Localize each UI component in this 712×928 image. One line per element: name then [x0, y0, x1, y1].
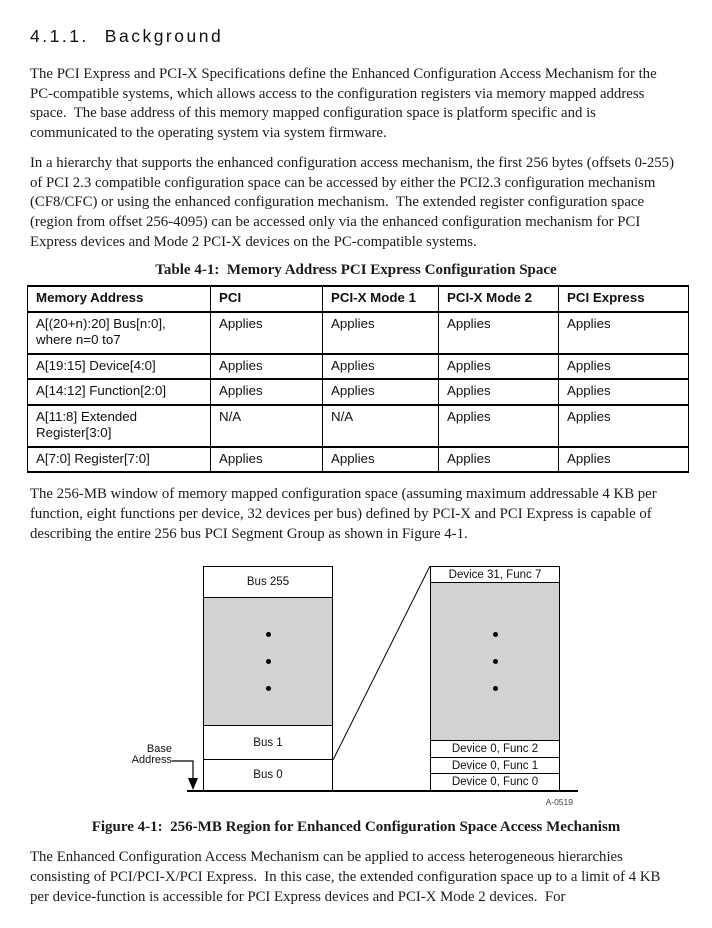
expansion-diagonal-line [333, 566, 430, 760]
col-header-pcix-mode1: PCI-X Mode 1 [323, 286, 439, 312]
cell: Applies [323, 312, 439, 354]
cell: Applies [323, 354, 439, 380]
cell: Applies [559, 312, 689, 354]
cell: Applies [439, 447, 559, 473]
ellipsis-dot-icon [493, 686, 498, 691]
paragraph-3: The 256-MB window of memory mapped configuration space (assuming maximum addressable 4 KB per function, eight functions per device, 32 devices per bus) defined by PCI-X and PCI Express is capable of describing the entire 256 bus PCI Segment Group as shown in Figure 4-1. [30, 486, 661, 542]
ellipsis-dot-icon [266, 632, 271, 637]
table-caption: Table 4-1: Memory Address PCI Express Configuration Space [155, 262, 557, 279]
cell: A[19:15] Device[4:0] [28, 354, 211, 380]
col-header-pcix-mode2: PCI-X Mode 2 [439, 286, 559, 312]
base-address-label: Base Address [131, 743, 172, 766]
bus-stack-box [203, 566, 333, 791]
figure-artifact-id: A-0519 [545, 797, 573, 808]
figure-caption: Figure 4-1: 256-MB Region for Enhanced Configuration Space Access Mechanism [91, 819, 621, 836]
figure-lines [27, 556, 687, 814]
cell: Applies [559, 379, 689, 405]
cell: Applies [559, 354, 689, 380]
ellipsis-dot-icon [493, 659, 498, 664]
table-row [28, 354, 689, 380]
cell: N/A [211, 405, 323, 447]
table-row [28, 312, 689, 354]
cell: Applies [211, 379, 323, 405]
cell: A[7:0] Register[7:0] [28, 447, 211, 473]
bus-255-cell: Bus 255 [204, 567, 332, 598]
cell: A[11:8] Extended Register[3:0] [28, 405, 211, 447]
paragraph-4: The Enhanced Configuration Access Mechanism can be applied to access heterogeneous hierarchies consisting of PCI/PCI-X/PCI Express. In this case, the extended configuration space up to a limit of 4 KB per device-function is accessible for PCI Express devices and PCI-X Mode 2 devices. For [30, 849, 665, 905]
device-31-func-7-cell: Device 31, Func 7 [431, 567, 559, 583]
bus-0-cell: Bus 0 [204, 759, 332, 790]
cell: Applies [211, 312, 323, 354]
table-row [28, 447, 689, 473]
device-0-func-2-cell: Device 0, Func 2 [431, 740, 559, 757]
table-row [28, 379, 689, 405]
cell: A[14:12] Function[2:0] [28, 379, 211, 405]
paragraph-2: In a hierarchy that supports the enhanced configuration access mechanism, the first 256 bytes (offsets 0-255) of PCI 2.3 compatible configuration space can be accessed by either the PCI2.3 configuration mechanism (CF8/CFC) or using the enhanced configuration mechanism. The extended register configuration space (region from offset 256-4095) can be accessed only via the enhanced configuration mechanism for PCI Express devices and Mode 2 PCI-X devices on the PC-compatible systems. [30, 154, 678, 250]
device-stack-box [430, 566, 560, 791]
device-ellipsis-region [431, 583, 559, 740]
ellipsis-dot-icon [266, 686, 271, 691]
table-row [28, 405, 689, 447]
col-header-pci: PCI [211, 286, 323, 312]
bus-1-cell: Bus 1 [204, 725, 332, 759]
cell: Applies [211, 354, 323, 380]
bus-ellipsis-region [204, 598, 332, 725]
cell: Applies [559, 405, 689, 447]
config-space-table [27, 285, 689, 473]
ellipsis-dot-icon [266, 659, 271, 664]
cell: Applies [439, 405, 559, 447]
cell: Applies [323, 447, 439, 473]
base-address-connector-line [172, 761, 193, 780]
down-arrow-icon [188, 778, 198, 790]
cell: N/A [323, 405, 439, 447]
cell: Applies [211, 447, 323, 473]
section-number: 4.1.1. [30, 26, 89, 46]
cell: Applies [323, 379, 439, 405]
table-header-row [28, 286, 689, 312]
ellipsis-dot-icon [493, 632, 498, 637]
col-header-memory-address: Memory Address [28, 286, 211, 312]
col-header-pci-express: PCI Express [559, 286, 689, 312]
section-title: Background [104, 26, 224, 46]
device-0-func-0-cell: Device 0, Func 0 [431, 773, 559, 790]
cell: Applies [559, 447, 689, 473]
section-heading [30, 26, 682, 47]
cell: A[(20+n):20] Bus[n:0], where n=0 to7 [28, 312, 211, 354]
figure-4-1-diagram [27, 556, 687, 814]
cell: Applies [439, 379, 559, 405]
cell: Applies [439, 312, 559, 354]
device-0-func-1-cell: Device 0, Func 1 [431, 757, 559, 773]
cell: Applies [439, 354, 559, 380]
paragraph-1: The PCI Express and PCI-X Specifications define the Enhanced Configuration Access Mechanism for the PC-compatible systems, which allows access to the configuration registers via memory mapped address space. The base address of this memory mapped configuration space is platform specific and is communicated to the operating system via system firmware. [30, 66, 661, 142]
